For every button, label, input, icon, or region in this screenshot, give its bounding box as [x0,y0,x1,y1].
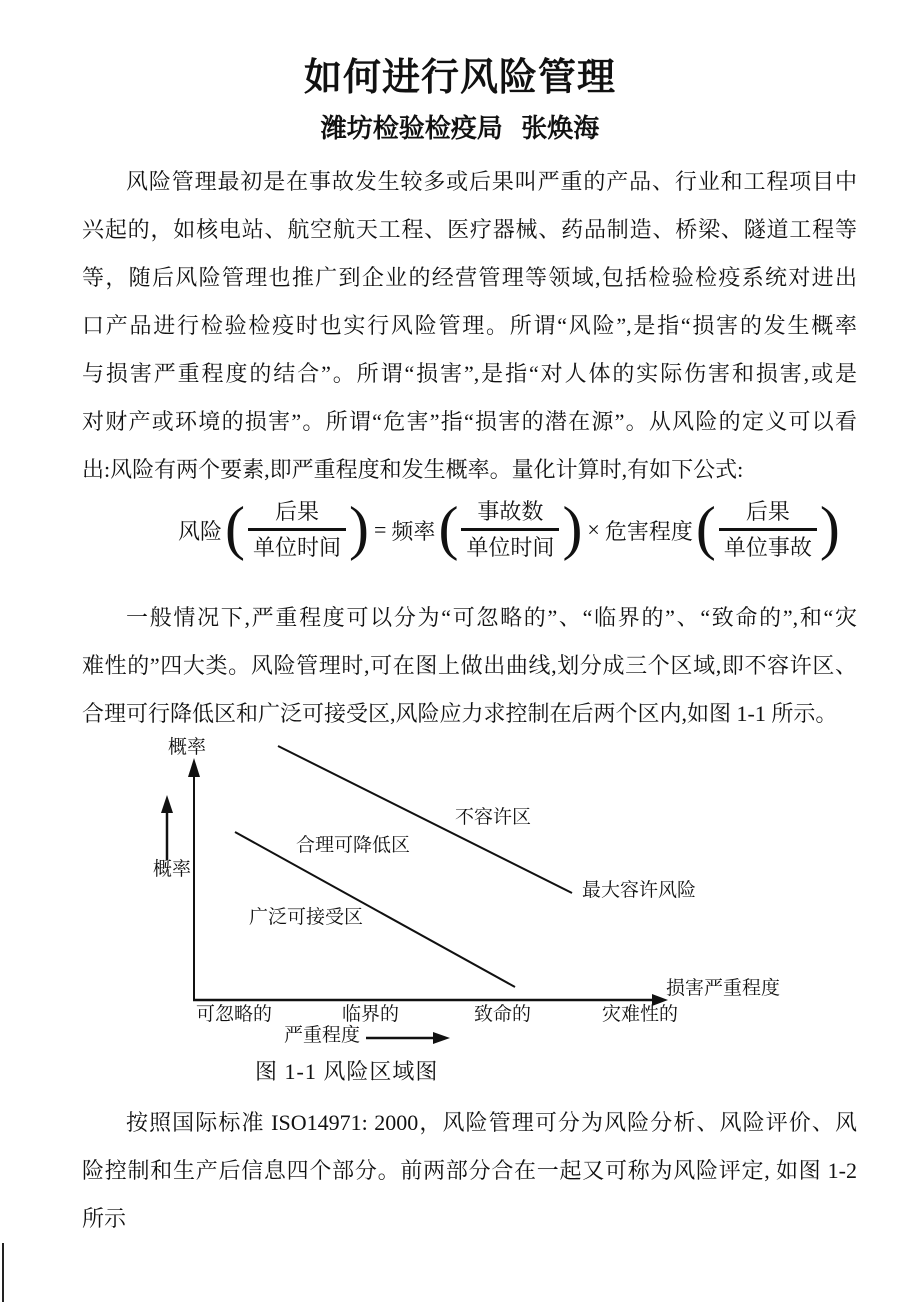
formula-frequency-label: 频率 [391,518,436,544]
risk-formula [178,488,840,572]
text-line: 难性的”四大类。风险管理时,可在图上做出曲线,划分成三个区域,即不容许区、 [82,653,857,678]
paragraph-1 [82,158,857,494]
y-axis-side-label: 概率 [153,859,192,880]
text-line: 风险管理最初是在事故发生较多或后果叫严重的产品、行业和工程项目中 [126,169,857,194]
close-paren: ) [819,495,840,561]
text-line: 险控制和生产后信息四个部分。前两部分合在一起又可称为风险评定, 如图 1-2 [82,1158,857,1183]
paragraph-2 [82,594,857,738]
multiply-sign: × [587,517,600,542]
x-tick-critical: 临界的 [342,1004,400,1025]
fraction-denominator: 单位时间 [461,528,559,559]
text-line: 兴起的，如核电站、航空航天工程、医疗器械、药品制造、桥梁、隧道工程等 [82,217,857,242]
formula-risk-label: 风险 [178,518,223,544]
open-paren: ( [225,495,245,561]
text-line: 出:风险有两个要素,即严重程度和发生概率。量化计算时,有如下公式: [82,457,744,482]
text-line: 等，随后风险管理也推广到企业的经营管理等领域,包括检验检疫系统对进出 [82,265,857,290]
zone-label-broadly-acceptable: 广泛可接受区 [249,907,364,928]
fraction-numerator: 后果 [745,499,790,524]
fraction-severity [719,501,817,559]
open-paren: ( [438,495,459,561]
zone-label-not-permitted: 不容许区 [455,807,532,828]
fraction-denominator: 单位事故 [719,528,817,559]
document-title: 如何进行风险管理 [303,57,616,99]
x-tick-catastrophic: 灾难性的 [602,1004,679,1025]
formula-severity-label: 危害程度 [604,518,693,544]
x-tick-fatal: 致命的 [474,1004,532,1025]
severity-direction-label: 严重程度 [284,1025,361,1046]
probability-arrow-icon [161,795,173,813]
fraction-numerator: 事故数 [477,499,544,524]
scan-artifact-line [2,1243,4,1302]
max-permitted-risk-label: 最大容许风险 [582,880,697,901]
text-line: 一般情况下,严重程度可以分为“可忽略的”、“临界的”、“致命的”,和“灾 [126,605,857,630]
fraction-risk [248,501,346,559]
fraction-denominator: 单位时间 [248,528,346,559]
text-line: 合理可行降低区和广泛可接受区,风险应力求控制在后两个区内,如图 1-1 所示。 [82,701,838,726]
open-paren: ( [695,495,716,561]
paragraph-3 [82,1099,857,1243]
x-axis-title: 损害严重程度 [666,978,781,999]
y-axis-arrow-icon [188,758,200,777]
figure-1-1-risk-zone-diagram [0,735,920,1100]
equals-sign: = [374,517,387,542]
document-author: 潍坊检验检疫局 张焕海 [320,114,600,143]
fraction-numerator: 后果 [275,499,320,524]
figure-axes-lines [0,735,920,1100]
text-line: 与损害严重程度的结合”。所谓“损害”,是指“对人体的实际伤害和损害,或是 [82,361,857,386]
text-line: 对财产或环境的损害”。所谓“危害”指“损害的潜在源”。从风险的定义可以看 [82,409,857,434]
severity-arrow-icon [433,1032,450,1044]
close-paren: ) [349,495,369,561]
text-line: 所示 [82,1206,127,1231]
figure-caption: 图 1-1 风险区域图 [255,1059,439,1084]
close-paren: ) [562,495,583,561]
text-line: 按照国际标准 ISO14971: 2000，风险管理可分为风险分析、风险评价、风 [126,1110,857,1135]
y-axis-title: 概率 [168,737,207,758]
x-tick-negligible: 可忽略的 [196,1004,273,1025]
zone-label-reasonably-reducible: 合理可降低区 [296,835,411,856]
text-line: 口产品进行检验检疫时也实行风险管理。所谓“风险”,是指“损害的发生概率 [82,313,857,338]
fraction-frequency [461,501,559,559]
